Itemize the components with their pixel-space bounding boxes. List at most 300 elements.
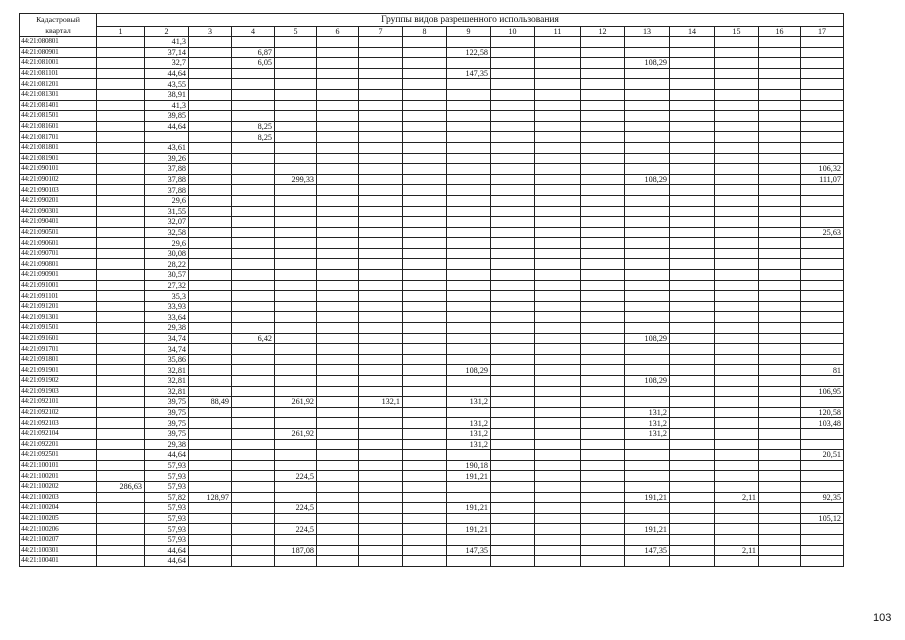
value-cell-group-12 — [581, 142, 625, 153]
value-cell-group-13 — [625, 217, 670, 228]
value-cell-group-2: 32,7 — [145, 58, 189, 69]
value-cell-group-2: 39,75 — [145, 428, 189, 439]
column-number-14: 14 — [670, 26, 715, 36]
cadastral-quarter-cell: 44:21:092101 — [20, 397, 97, 408]
value-cell-group-10 — [491, 164, 535, 175]
value-cell-group-12 — [581, 37, 625, 48]
value-cell-group-14 — [670, 407, 715, 418]
value-cell-group-3 — [189, 68, 232, 79]
value-cell-group-17 — [801, 333, 844, 344]
value-cell-group-8 — [403, 100, 447, 111]
value-cell-group-15 — [715, 386, 759, 397]
value-cell-group-13: 131,2 — [625, 418, 670, 429]
value-cell-group-15 — [715, 344, 759, 355]
value-cell-group-12 — [581, 386, 625, 397]
value-cell-group-11 — [535, 132, 581, 143]
value-cell-group-15 — [715, 280, 759, 291]
value-cell-group-15 — [715, 428, 759, 439]
value-cell-group-5 — [275, 206, 317, 217]
value-cell-group-12 — [581, 195, 625, 206]
value-cell-group-3 — [189, 238, 232, 249]
value-cell-group-15 — [715, 301, 759, 312]
value-cell-group-17 — [801, 460, 844, 471]
value-cell-group-6 — [317, 471, 359, 482]
cadastral-quarter-cell: 44:21:090301 — [20, 206, 97, 217]
column-number-15: 15 — [715, 26, 759, 36]
value-cell-group-2: 33,93 — [145, 301, 189, 312]
value-cell-group-16 — [759, 524, 801, 535]
value-cell-group-9: 131,2 — [447, 397, 491, 408]
cadastral-quarter-cell: 44:21:091901 — [20, 365, 97, 376]
value-cell-group-15 — [715, 291, 759, 302]
column-number-5: 5 — [275, 26, 317, 36]
value-cell-group-17 — [801, 270, 844, 281]
value-cell-group-1 — [97, 407, 145, 418]
value-cell-group-16 — [759, 418, 801, 429]
value-cell-group-17 — [801, 185, 844, 196]
value-cell-group-9 — [447, 217, 491, 228]
value-cell-group-13 — [625, 386, 670, 397]
value-cell-group-15 — [715, 418, 759, 429]
value-cell-group-11 — [535, 460, 581, 471]
cadastral-quarter-cell: 44:21:081501 — [20, 111, 97, 122]
value-cell-group-4 — [232, 503, 275, 514]
value-cell-group-11 — [535, 376, 581, 387]
value-cell-group-4 — [232, 195, 275, 206]
column-number-2: 2 — [145, 26, 189, 36]
table-row — [20, 238, 844, 249]
value-cell-group-7 — [359, 513, 403, 524]
value-cell-group-11 — [535, 291, 581, 302]
value-cell-group-13 — [625, 280, 670, 291]
cadastral-quarter-cell: 44:21:091701 — [20, 344, 97, 355]
value-cell-group-15 — [715, 460, 759, 471]
value-cell-group-12 — [581, 270, 625, 281]
cadastral-quarter-cell: 44:21:081601 — [20, 121, 97, 132]
value-cell-group-8 — [403, 460, 447, 471]
value-cell-group-7 — [359, 174, 403, 185]
value-cell-group-6 — [317, 153, 359, 164]
table-row — [20, 481, 844, 492]
value-cell-group-12 — [581, 185, 625, 196]
value-cell-group-14 — [670, 556, 715, 567]
value-cell-group-7 — [359, 312, 403, 323]
value-cell-group-8 — [403, 556, 447, 567]
value-cell-group-4 — [232, 545, 275, 556]
table-row — [20, 439, 844, 450]
value-cell-group-4 — [232, 439, 275, 450]
cadastral-quarter-cell: 44:21:091101 — [20, 291, 97, 302]
value-cell-group-16 — [759, 460, 801, 471]
value-cell-group-16 — [759, 206, 801, 217]
value-cell-group-12 — [581, 164, 625, 175]
value-cell-group-14 — [670, 545, 715, 556]
value-cell-group-6 — [317, 545, 359, 556]
value-cell-group-3 — [189, 333, 232, 344]
value-cell-group-16 — [759, 407, 801, 418]
value-cell-group-12 — [581, 79, 625, 90]
value-cell-group-7 — [359, 354, 403, 365]
value-cell-group-10 — [491, 545, 535, 556]
value-cell-group-7 — [359, 37, 403, 48]
value-cell-group-6 — [317, 344, 359, 355]
value-cell-group-9 — [447, 142, 491, 153]
value-cell-group-11 — [535, 227, 581, 238]
table-row — [20, 248, 844, 259]
value-cell-group-5 — [275, 534, 317, 545]
value-cell-group-13 — [625, 248, 670, 259]
value-cell-group-14 — [670, 534, 715, 545]
value-cell-group-3 — [189, 174, 232, 185]
value-cell-group-4: 6,05 — [232, 58, 275, 69]
value-cell-group-11 — [535, 174, 581, 185]
value-cell-group-3 — [189, 312, 232, 323]
value-cell-group-16 — [759, 47, 801, 58]
value-cell-group-12 — [581, 217, 625, 228]
value-cell-group-17 — [801, 195, 844, 206]
table-row — [20, 323, 844, 334]
value-cell-group-14 — [670, 217, 715, 228]
value-cell-group-15 — [715, 206, 759, 217]
value-cell-group-2: 57,93 — [145, 471, 189, 482]
value-cell-group-16 — [759, 58, 801, 69]
value-cell-group-14 — [670, 524, 715, 535]
cadastral-quarter-cell: 44:21:081401 — [20, 100, 97, 111]
value-cell-group-5 — [275, 153, 317, 164]
value-cell-group-14 — [670, 397, 715, 408]
value-cell-group-15 — [715, 37, 759, 48]
value-cell-group-5 — [275, 354, 317, 365]
value-cell-group-16 — [759, 534, 801, 545]
value-cell-group-14 — [670, 481, 715, 492]
value-cell-group-15 — [715, 323, 759, 334]
value-cell-group-14 — [670, 418, 715, 429]
value-cell-group-14 — [670, 89, 715, 100]
value-cell-group-5 — [275, 37, 317, 48]
value-cell-group-5 — [275, 195, 317, 206]
table-row — [20, 47, 844, 58]
value-cell-group-12 — [581, 407, 625, 418]
value-cell-group-7 — [359, 545, 403, 556]
value-cell-group-1 — [97, 365, 145, 376]
value-cell-group-8 — [403, 153, 447, 164]
value-cell-group-4: 8,25 — [232, 121, 275, 132]
value-cell-group-15 — [715, 111, 759, 122]
value-cell-group-6 — [317, 132, 359, 143]
value-cell-group-1 — [97, 58, 145, 69]
value-cell-group-6 — [317, 206, 359, 217]
value-cell-group-7 — [359, 439, 403, 450]
value-cell-group-12 — [581, 365, 625, 376]
value-cell-group-1 — [97, 545, 145, 556]
value-cell-group-8 — [403, 280, 447, 291]
value-cell-group-2: 57,93 — [145, 481, 189, 492]
value-cell-group-7 — [359, 407, 403, 418]
value-cell-group-11 — [535, 386, 581, 397]
value-cell-group-8 — [403, 142, 447, 153]
value-cell-group-13 — [625, 142, 670, 153]
value-cell-group-11 — [535, 344, 581, 355]
value-cell-group-1 — [97, 79, 145, 90]
land-use-table-sheet — [19, 13, 844, 567]
value-cell-group-12 — [581, 460, 625, 471]
value-cell-group-4 — [232, 227, 275, 238]
value-cell-group-2: 32,07 — [145, 217, 189, 228]
value-cell-group-17 — [801, 397, 844, 408]
value-cell-group-11 — [535, 270, 581, 281]
cadastral-quarter-cell: 44:21:090701 — [20, 248, 97, 259]
value-cell-group-17 — [801, 111, 844, 122]
value-cell-group-12 — [581, 301, 625, 312]
value-cell-group-7 — [359, 291, 403, 302]
value-cell-group-10 — [491, 68, 535, 79]
value-cell-group-12 — [581, 481, 625, 492]
value-cell-group-8 — [403, 407, 447, 418]
value-cell-group-13 — [625, 79, 670, 90]
value-cell-group-7 — [359, 556, 403, 567]
value-cell-group-11 — [535, 79, 581, 90]
column-number-7: 7 — [359, 26, 403, 36]
value-cell-group-5 — [275, 47, 317, 58]
value-cell-group-14 — [670, 270, 715, 281]
value-cell-group-11 — [535, 121, 581, 132]
value-cell-group-3 — [189, 121, 232, 132]
value-cell-group-11 — [535, 407, 581, 418]
value-cell-group-16 — [759, 111, 801, 122]
value-cell-group-9 — [447, 185, 491, 196]
value-cell-group-3 — [189, 344, 232, 355]
value-cell-group-5 — [275, 68, 317, 79]
cadastral-quarter-cell: 44:21:100206 — [20, 524, 97, 535]
value-cell-group-1: 286,63 — [97, 481, 145, 492]
value-cell-group-15 — [715, 524, 759, 535]
value-cell-group-2: 39,85 — [145, 111, 189, 122]
value-cell-group-14 — [670, 471, 715, 482]
value-cell-group-16 — [759, 471, 801, 482]
cadastral-quarter-cell: 44:21:090101 — [20, 164, 97, 175]
cadastral-quarter-cell: 44:21:100201 — [20, 471, 97, 482]
value-cell-group-2: 32,81 — [145, 386, 189, 397]
value-cell-group-3 — [189, 248, 232, 259]
value-cell-group-6 — [317, 164, 359, 175]
value-cell-group-6 — [317, 100, 359, 111]
cadastral-quarter-cell: 44:21:081001 — [20, 58, 97, 69]
value-cell-group-8 — [403, 386, 447, 397]
value-cell-group-8 — [403, 79, 447, 90]
column-number-17: 17 — [801, 26, 844, 36]
value-cell-group-6 — [317, 481, 359, 492]
value-cell-group-11 — [535, 111, 581, 122]
value-cell-group-12 — [581, 471, 625, 482]
value-cell-group-2: 38,91 — [145, 89, 189, 100]
value-cell-group-10 — [491, 153, 535, 164]
value-cell-group-11 — [535, 481, 581, 492]
value-cell-group-4 — [232, 37, 275, 48]
value-cell-group-16 — [759, 37, 801, 48]
cadastral-quarter-cell: 44:21:100202 — [20, 481, 97, 492]
value-cell-group-11 — [535, 450, 581, 461]
cadastral-quarter-cell: 44:21:100301 — [20, 545, 97, 556]
cadastral-quarter-cell: 44:21:090401 — [20, 217, 97, 228]
value-cell-group-11 — [535, 333, 581, 344]
value-cell-group-6 — [317, 312, 359, 323]
value-cell-group-6 — [317, 37, 359, 48]
value-cell-group-12 — [581, 428, 625, 439]
cadastral-quarter-cell: 44:21:092201 — [20, 439, 97, 450]
value-cell-group-4 — [232, 174, 275, 185]
value-cell-group-11 — [535, 68, 581, 79]
value-cell-group-6 — [317, 376, 359, 387]
value-cell-group-16 — [759, 100, 801, 111]
value-cell-group-14 — [670, 164, 715, 175]
value-cell-group-3 — [189, 132, 232, 143]
value-cell-group-4 — [232, 89, 275, 100]
value-cell-group-15 — [715, 58, 759, 69]
value-cell-group-6 — [317, 333, 359, 344]
value-cell-group-15 — [715, 153, 759, 164]
value-cell-group-14 — [670, 312, 715, 323]
table-row — [20, 545, 844, 556]
value-cell-group-10 — [491, 524, 535, 535]
value-cell-group-13 — [625, 185, 670, 196]
cadastral-quarter-cell: 44:21:091801 — [20, 354, 97, 365]
value-cell-group-3 — [189, 195, 232, 206]
value-cell-group-8 — [403, 259, 447, 270]
table-row — [20, 365, 844, 376]
value-cell-group-13 — [625, 323, 670, 334]
value-cell-group-10 — [491, 79, 535, 90]
value-cell-group-15 — [715, 248, 759, 259]
value-cell-group-6 — [317, 556, 359, 567]
table-row — [20, 471, 844, 482]
value-cell-group-10 — [491, 344, 535, 355]
value-cell-group-9 — [447, 100, 491, 111]
value-cell-group-10 — [491, 492, 535, 503]
value-cell-group-1 — [97, 354, 145, 365]
value-cell-group-16 — [759, 142, 801, 153]
value-cell-group-1 — [97, 37, 145, 48]
column-number-16: 16 — [759, 26, 801, 36]
value-cell-group-17 — [801, 280, 844, 291]
value-cell-group-8 — [403, 333, 447, 344]
value-cell-group-17 — [801, 79, 844, 90]
value-cell-group-3 — [189, 291, 232, 302]
value-cell-group-4 — [232, 344, 275, 355]
value-cell-group-8 — [403, 312, 447, 323]
value-cell-group-3 — [189, 164, 232, 175]
cadastral-quarter-cell: 44:21:092102 — [20, 407, 97, 418]
value-cell-group-10 — [491, 37, 535, 48]
value-cell-group-17 — [801, 344, 844, 355]
value-cell-group-12 — [581, 312, 625, 323]
value-cell-group-9 — [447, 248, 491, 259]
value-cell-group-6 — [317, 407, 359, 418]
table-row — [20, 492, 844, 503]
value-cell-group-13 — [625, 195, 670, 206]
value-cell-group-11 — [535, 89, 581, 100]
value-cell-group-12 — [581, 153, 625, 164]
value-cell-group-7 — [359, 206, 403, 217]
value-cell-group-11 — [535, 471, 581, 482]
value-cell-group-13 — [625, 153, 670, 164]
value-cell-group-17: 20,51 — [801, 450, 844, 461]
value-cell-group-3 — [189, 280, 232, 291]
value-cell-group-10 — [491, 428, 535, 439]
value-cell-group-6 — [317, 439, 359, 450]
value-cell-group-1 — [97, 397, 145, 408]
value-cell-group-11 — [535, 418, 581, 429]
value-cell-group-2: 29,38 — [145, 439, 189, 450]
value-cell-group-13 — [625, 301, 670, 312]
value-cell-group-16 — [759, 323, 801, 334]
value-cell-group-13 — [625, 37, 670, 48]
value-cell-group-16 — [759, 365, 801, 376]
value-cell-group-8 — [403, 270, 447, 281]
value-cell-group-16 — [759, 185, 801, 196]
value-cell-group-1 — [97, 153, 145, 164]
value-cell-group-13 — [625, 365, 670, 376]
value-cell-group-13 — [625, 121, 670, 132]
value-cell-group-2 — [145, 132, 189, 143]
value-cell-group-13: 108,29 — [625, 333, 670, 344]
value-cell-group-5 — [275, 556, 317, 567]
table-row — [20, 450, 844, 461]
value-cell-group-2: 33,64 — [145, 312, 189, 323]
value-cell-group-7 — [359, 68, 403, 79]
value-cell-group-2: 44,64 — [145, 68, 189, 79]
value-cell-group-9 — [447, 259, 491, 270]
value-cell-group-10 — [491, 185, 535, 196]
table-row — [20, 524, 844, 535]
value-cell-group-9 — [447, 481, 491, 492]
table-row — [20, 270, 844, 281]
value-cell-group-10 — [491, 503, 535, 514]
table-row — [20, 174, 844, 185]
cadastral-quarter-cell: 44:21:100101 — [20, 460, 97, 471]
value-cell-group-13 — [625, 460, 670, 471]
value-cell-group-2: 57,93 — [145, 460, 189, 471]
value-cell-group-9 — [447, 79, 491, 90]
value-cell-group-6 — [317, 89, 359, 100]
value-cell-group-6 — [317, 248, 359, 259]
value-cell-group-13 — [625, 471, 670, 482]
value-cell-group-9: 131,2 — [447, 428, 491, 439]
table-row — [20, 344, 844, 355]
value-cell-group-10 — [491, 312, 535, 323]
value-cell-group-4: 8,25 — [232, 132, 275, 143]
value-cell-group-5 — [275, 450, 317, 461]
value-cell-group-5 — [275, 142, 317, 153]
table-row — [20, 164, 844, 175]
value-cell-group-3 — [189, 407, 232, 418]
value-cell-group-17 — [801, 312, 844, 323]
value-cell-group-7 — [359, 121, 403, 132]
value-cell-group-17: 106,95 — [801, 386, 844, 397]
value-cell-group-3 — [189, 206, 232, 217]
value-cell-group-11 — [535, 301, 581, 312]
value-cell-group-14 — [670, 68, 715, 79]
value-cell-group-17: 103,48 — [801, 418, 844, 429]
value-cell-group-9 — [447, 513, 491, 524]
value-cell-group-5 — [275, 89, 317, 100]
value-cell-group-13 — [625, 164, 670, 175]
value-cell-group-10 — [491, 291, 535, 302]
table-row — [20, 111, 844, 122]
value-cell-group-11 — [535, 47, 581, 58]
value-cell-group-2: 35,3 — [145, 291, 189, 302]
value-cell-group-2: 44,64 — [145, 450, 189, 461]
value-cell-group-13: 131,2 — [625, 428, 670, 439]
